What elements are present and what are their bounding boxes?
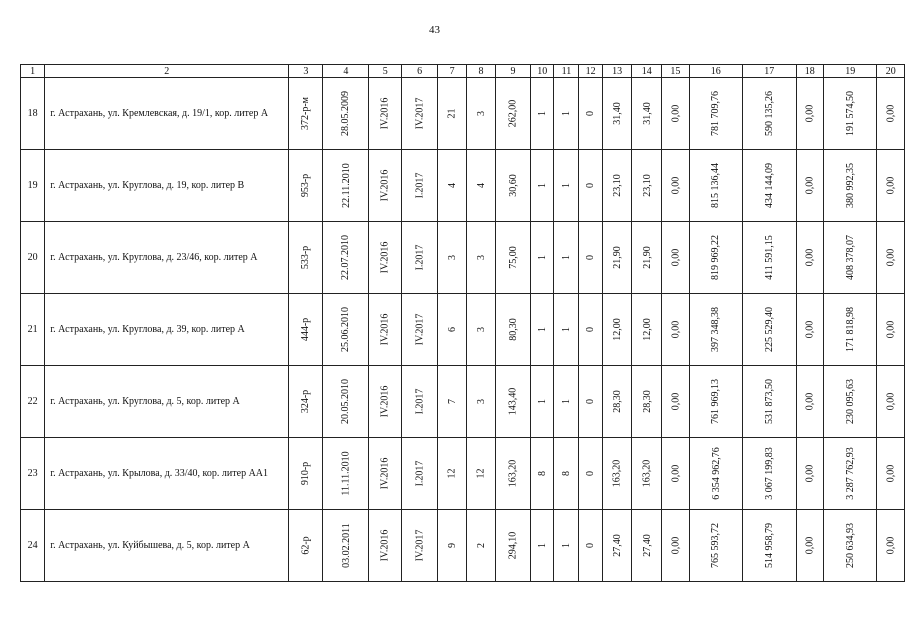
cell-col-11 <box>554 222 579 294</box>
cell-col-2: г. Астрахань, ул. Круглова, д. 23/46, кор. литер А <box>45 222 289 294</box>
cell-value: 1 <box>560 399 572 404</box>
cell-value: 27,40 <box>641 534 653 557</box>
cell-value: 444-р <box>300 317 312 342</box>
cell-col-14 <box>632 294 662 366</box>
cell-col-16 <box>689 294 743 366</box>
cell-col-13 <box>602 294 632 366</box>
cell-value: 0,00 <box>804 392 816 411</box>
cell-col-4 <box>323 366 369 438</box>
cell-value: 761 969,13 <box>710 379 722 424</box>
cell-col-13 <box>602 510 632 582</box>
cell-value: 0 <box>585 183 597 188</box>
cell-col-2: г. Астрахань, ул. Круглова, д. 5, кор. литер А <box>45 366 289 438</box>
cell-value: 3 <box>446 255 458 260</box>
cell-value: 262,00 <box>507 99 519 128</box>
table-row <box>21 78 905 150</box>
cell-value: 80,30 <box>507 318 519 341</box>
cell-value: 380 992,35 <box>844 163 856 208</box>
cell-value: 62-р <box>300 536 312 555</box>
cell-value: 0,00 <box>885 104 897 123</box>
cell-col-6 <box>402 78 438 150</box>
cell-value: 531 873,50 <box>763 379 775 424</box>
column-header-8: 8 <box>467 65 496 78</box>
cell-col-5 <box>369 294 402 366</box>
cell-col-13 <box>602 150 632 222</box>
cell-col-6 <box>402 294 438 366</box>
cell-col-1: 20 <box>21 222 45 294</box>
cell-col-19 <box>823 438 877 510</box>
cell-col-9 <box>495 510 530 582</box>
cell-value: 23,10 <box>611 174 623 197</box>
cell-value: 163,20 <box>507 459 519 488</box>
cell-value: 397 348,38 <box>710 307 722 352</box>
column-header-16: 16 <box>689 65 743 78</box>
cell-col-12 <box>579 78 602 150</box>
cell-col-1: 21 <box>21 294 45 366</box>
cell-value: 23,10 <box>641 174 653 197</box>
cell-col-10 <box>531 150 554 222</box>
cell-value: 0,00 <box>804 464 816 483</box>
cell-value: 30,60 <box>507 174 519 197</box>
cell-col-20 <box>877 510 905 582</box>
cell-value: 953-р <box>300 173 312 198</box>
cell-col-4 <box>323 510 369 582</box>
cell-value: 0,00 <box>669 536 681 555</box>
cell-value: 781 709,76 <box>710 91 722 136</box>
cell-value: 1 <box>536 543 548 548</box>
cell-value: 815 136,44 <box>710 163 722 208</box>
cell-col-19 <box>823 294 877 366</box>
cell-col-5 <box>369 150 402 222</box>
cell-value: 0,00 <box>885 464 897 483</box>
cell-col-19 <box>823 150 877 222</box>
cell-value: 1 <box>536 111 548 116</box>
cell-col-17 <box>743 78 797 150</box>
cell-col-8 <box>467 510 496 582</box>
cell-value: 8 <box>536 471 548 476</box>
cell-col-6 <box>402 222 438 294</box>
register-table <box>20 64 905 582</box>
cell-col-14 <box>632 510 662 582</box>
cell-value: 1 <box>560 183 572 188</box>
cell-col-10 <box>531 510 554 582</box>
column-header-7: 7 <box>438 65 467 78</box>
column-header-18: 18 <box>796 65 823 78</box>
cell-col-16 <box>689 366 743 438</box>
cell-col-1: 22 <box>21 366 45 438</box>
cell-col-3 <box>289 150 323 222</box>
cell-value: 4 <box>475 183 487 188</box>
cell-col-14 <box>632 150 662 222</box>
cell-col-8 <box>467 150 496 222</box>
cell-col-12 <box>579 510 602 582</box>
cell-col-17 <box>743 366 797 438</box>
cell-col-14 <box>632 222 662 294</box>
cell-value: 0,00 <box>885 392 897 411</box>
cell-col-6 <box>402 150 438 222</box>
cell-col-16 <box>689 150 743 222</box>
cell-value: 1 <box>560 543 572 548</box>
cell-col-1: 23 <box>21 438 45 510</box>
cell-value: 0,00 <box>804 248 816 267</box>
cell-value: 3 <box>475 255 487 260</box>
cell-col-14 <box>632 366 662 438</box>
cell-col-11 <box>554 510 579 582</box>
column-header-10: 10 <box>531 65 554 78</box>
column-header-12: 12 <box>579 65 602 78</box>
cell-col-20 <box>877 150 905 222</box>
cell-value: 0,00 <box>669 464 681 483</box>
cell-value: 514 958,79 <box>763 523 775 568</box>
cell-col-2: г. Астрахань, ул. Круглова, д. 19, кор. литер В <box>45 150 289 222</box>
cell-value: 28,30 <box>641 390 653 413</box>
cell-col-2: г. Астрахань, ул. Кремлевская, д. 19/1, кор. литер А <box>45 78 289 150</box>
cell-col-4 <box>323 222 369 294</box>
cell-value: 1 <box>560 327 572 332</box>
cell-col-18 <box>796 150 823 222</box>
cell-value: 0,00 <box>885 536 897 555</box>
cell-col-18 <box>796 438 823 510</box>
cell-value: 0,00 <box>669 320 681 339</box>
table-row <box>21 150 905 222</box>
cell-col-12 <box>579 438 602 510</box>
cell-value: I.2017 <box>414 244 426 271</box>
cell-col-15 <box>662 150 689 222</box>
cell-col-7 <box>438 510 467 582</box>
column-header-15: 15 <box>662 65 689 78</box>
cell-col-16 <box>689 438 743 510</box>
cell-value: 0 <box>585 543 597 548</box>
cell-col-20 <box>877 366 905 438</box>
cell-col-11 <box>554 78 579 150</box>
cell-value: 191 574,50 <box>844 91 856 136</box>
column-header-14: 14 <box>632 65 662 78</box>
cell-col-3 <box>289 438 323 510</box>
cell-value: 0,00 <box>885 248 897 267</box>
cell-value: 4 <box>446 183 458 188</box>
cell-value: 28,30 <box>611 390 623 413</box>
cell-col-14 <box>632 438 662 510</box>
header-row <box>21 65 905 78</box>
cell-value: 1 <box>536 183 548 188</box>
cell-value: 1 <box>536 399 548 404</box>
cell-value: 163,20 <box>641 459 653 488</box>
cell-value: 1 <box>536 327 548 332</box>
cell-col-13 <box>602 222 632 294</box>
cell-col-7 <box>438 366 467 438</box>
cell-value: 3 <box>475 111 487 116</box>
cell-value: 0,00 <box>669 176 681 195</box>
column-header-9: 9 <box>495 65 530 78</box>
cell-col-20 <box>877 78 905 150</box>
cell-col-19 <box>823 510 877 582</box>
cell-col-8 <box>467 222 496 294</box>
cell-col-15 <box>662 510 689 582</box>
cell-value: 590 135,26 <box>763 91 775 136</box>
cell-value: 8 <box>560 471 572 476</box>
column-header-6: 6 <box>402 65 438 78</box>
cell-col-20 <box>877 438 905 510</box>
cell-col-18 <box>796 510 823 582</box>
cell-value: 408 378,07 <box>844 235 856 280</box>
cell-value: 230 095,63 <box>844 379 856 424</box>
cell-col-5 <box>369 366 402 438</box>
cell-value: 6 354 962,76 <box>710 447 722 500</box>
cell-col-11 <box>554 294 579 366</box>
column-header-13: 13 <box>602 65 632 78</box>
cell-col-12 <box>579 222 602 294</box>
cell-col-7 <box>438 438 467 510</box>
cell-col-19 <box>823 366 877 438</box>
cell-col-17 <box>743 438 797 510</box>
cell-value: 20.05.2010 <box>340 379 352 424</box>
cell-col-11 <box>554 438 579 510</box>
cell-value: IV.2016 <box>379 529 391 562</box>
cell-value: 3 <box>475 399 487 404</box>
cell-value: 21,90 <box>641 246 653 269</box>
cell-value: 324-р <box>300 389 312 414</box>
cell-value: I.2017 <box>414 460 426 487</box>
cell-col-12 <box>579 294 602 366</box>
cell-value: 225 529,40 <box>763 307 775 352</box>
column-header-11: 11 <box>554 65 579 78</box>
column-header-19: 19 <box>823 65 877 78</box>
cell-value: 0 <box>585 471 597 476</box>
column-header-5: 5 <box>369 65 402 78</box>
cell-col-2: г. Астрахань, ул. Крылова, д. 33/40, кор. литер АА1 <box>45 438 289 510</box>
cell-col-9 <box>495 294 530 366</box>
cell-col-4 <box>323 78 369 150</box>
cell-value: 12 <box>475 468 487 479</box>
cell-value: 0 <box>585 255 597 260</box>
table-row <box>21 438 905 510</box>
cell-col-8 <box>467 366 496 438</box>
cell-col-12 <box>579 150 602 222</box>
cell-col-6 <box>402 510 438 582</box>
cell-col-3 <box>289 510 323 582</box>
cell-value: IV.2016 <box>379 385 391 418</box>
cell-col-1: 19 <box>21 150 45 222</box>
cell-value: 819 969,22 <box>710 235 722 280</box>
cell-value: 25.06.2010 <box>340 307 352 352</box>
cell-value: 143,40 <box>507 387 519 416</box>
cell-col-10 <box>531 366 554 438</box>
cell-value: IV.2017 <box>414 313 426 346</box>
cell-col-13 <box>602 438 632 510</box>
cell-value: 27,40 <box>611 534 623 557</box>
cell-value: IV.2016 <box>379 313 391 346</box>
cell-col-12 <box>579 366 602 438</box>
cell-col-5 <box>369 222 402 294</box>
cell-value: IV.2016 <box>379 97 391 130</box>
cell-value: 533-р <box>300 245 312 270</box>
table-row <box>21 222 905 294</box>
cell-value: 9 <box>446 543 458 548</box>
cell-col-8 <box>467 438 496 510</box>
cell-col-6 <box>402 438 438 510</box>
cell-col-4 <box>323 438 369 510</box>
cell-col-19 <box>823 78 877 150</box>
cell-value: 31,40 <box>611 102 623 125</box>
cell-value: 0 <box>585 399 597 404</box>
cell-value: 21 <box>446 108 458 119</box>
cell-value: 3 067 199,83 <box>763 447 775 500</box>
column-header-17: 17 <box>743 65 797 78</box>
cell-value: IV.2016 <box>379 241 391 274</box>
cell-col-10 <box>531 78 554 150</box>
cell-value: 434 144,09 <box>763 163 775 208</box>
cell-value: 11.11.2010 <box>340 451 352 496</box>
cell-value: 3 <box>475 327 487 332</box>
cell-col-4 <box>323 150 369 222</box>
cell-value: 3 287 762,93 <box>844 447 856 500</box>
cell-col-3 <box>289 222 323 294</box>
cell-col-1: 24 <box>21 510 45 582</box>
cell-col-16 <box>689 222 743 294</box>
cell-col-9 <box>495 150 530 222</box>
cell-value: 0,00 <box>804 536 816 555</box>
cell-col-7 <box>438 294 467 366</box>
cell-col-5 <box>369 510 402 582</box>
cell-value: 910-р <box>300 461 312 486</box>
cell-col-9 <box>495 366 530 438</box>
table-row <box>21 294 905 366</box>
cell-value: 12,00 <box>611 318 623 341</box>
cell-col-15 <box>662 78 689 150</box>
cell-value: 250 634,93 <box>844 523 856 568</box>
cell-value: 75,00 <box>507 246 519 269</box>
cell-value: I.2017 <box>414 172 426 199</box>
cell-value: 0,00 <box>885 176 897 195</box>
cell-value: IV.2017 <box>414 97 426 130</box>
cell-value: 0,00 <box>804 176 816 195</box>
cell-col-9 <box>495 438 530 510</box>
cell-col-14 <box>632 78 662 150</box>
cell-value: 22.07.2010 <box>340 235 352 280</box>
cell-col-5 <box>369 438 402 510</box>
cell-value: IV.2016 <box>379 457 391 490</box>
cell-col-3 <box>289 294 323 366</box>
cell-col-15 <box>662 438 689 510</box>
cell-value: 1 <box>560 111 572 116</box>
cell-col-19 <box>823 222 877 294</box>
page-number: 43 <box>429 24 440 36</box>
cell-col-16 <box>689 78 743 150</box>
cell-col-1: 18 <box>21 78 45 150</box>
cell-col-7 <box>438 150 467 222</box>
cell-col-3 <box>289 78 323 150</box>
cell-col-3 <box>289 366 323 438</box>
cell-value: IV.2016 <box>379 169 391 202</box>
cell-col-9 <box>495 78 530 150</box>
cell-col-18 <box>796 222 823 294</box>
cell-value: 294,10 <box>507 531 519 560</box>
cell-col-9 <box>495 222 530 294</box>
cell-value: 21,90 <box>611 246 623 269</box>
column-header-4: 4 <box>323 65 369 78</box>
cell-value: 12 <box>446 468 458 479</box>
cell-col-2: г. Астрахань, ул. Круглова, д. 39, кор. литер А <box>45 294 289 366</box>
cell-value: 171 818,98 <box>844 307 856 352</box>
cell-col-20 <box>877 294 905 366</box>
cell-value: 0,00 <box>669 392 681 411</box>
cell-col-5 <box>369 78 402 150</box>
cell-value: 1 <box>536 255 548 260</box>
cell-col-15 <box>662 294 689 366</box>
cell-value: 0,00 <box>804 104 816 123</box>
cell-col-8 <box>467 78 496 150</box>
cell-col-13 <box>602 78 632 150</box>
cell-value: 0,00 <box>885 320 897 339</box>
cell-value: 2 <box>475 543 487 548</box>
cell-col-17 <box>743 510 797 582</box>
cell-col-6 <box>402 366 438 438</box>
table-row <box>21 510 905 582</box>
cell-col-18 <box>796 366 823 438</box>
cell-value: 6 <box>446 327 458 332</box>
cell-col-11 <box>554 150 579 222</box>
cell-col-10 <box>531 222 554 294</box>
column-header-3: 3 <box>289 65 323 78</box>
cell-col-18 <box>796 78 823 150</box>
cell-value: 22.11.2010 <box>340 163 352 208</box>
cell-col-8 <box>467 294 496 366</box>
cell-col-4 <box>323 294 369 366</box>
column-header-1: 1 <box>21 65 45 78</box>
cell-value: IV.2017 <box>414 529 426 562</box>
cell-value: 372-р-м <box>300 97 312 130</box>
cell-value: 0,00 <box>669 248 681 267</box>
cell-value: 0,00 <box>804 320 816 339</box>
cell-col-20 <box>877 222 905 294</box>
table-row <box>21 366 905 438</box>
cell-col-7 <box>438 222 467 294</box>
cell-value: 765 593,72 <box>710 523 722 568</box>
cell-value: 12,00 <box>641 318 653 341</box>
cell-value: 28.05.2009 <box>340 91 352 136</box>
cell-col-17 <box>743 294 797 366</box>
cell-col-7 <box>438 78 467 150</box>
cell-col-15 <box>662 222 689 294</box>
column-header-20: 20 <box>877 65 905 78</box>
cell-value: 31,40 <box>641 102 653 125</box>
cell-value: I.2017 <box>414 388 426 415</box>
cell-col-17 <box>743 150 797 222</box>
cell-col-17 <box>743 222 797 294</box>
cell-value: 7 <box>446 399 458 404</box>
cell-col-18 <box>796 294 823 366</box>
cell-value: 0 <box>585 111 597 116</box>
cell-value: 1 <box>560 255 572 260</box>
cell-col-13 <box>602 366 632 438</box>
cell-value: 0,00 <box>669 104 681 123</box>
cell-col-16 <box>689 510 743 582</box>
cell-col-15 <box>662 366 689 438</box>
cell-value: 03.02.2011 <box>340 523 352 568</box>
column-header-2: 2 <box>45 65 289 78</box>
cell-col-2: г. Астрахань, ул. Куйбышева, д. 5, кор. литер А <box>45 510 289 582</box>
cell-col-10 <box>531 294 554 366</box>
cell-col-11 <box>554 366 579 438</box>
cell-col-10 <box>531 438 554 510</box>
cell-value: 0 <box>585 327 597 332</box>
cell-value: 163,20 <box>611 459 623 488</box>
cell-value: 411 591,15 <box>763 235 775 280</box>
